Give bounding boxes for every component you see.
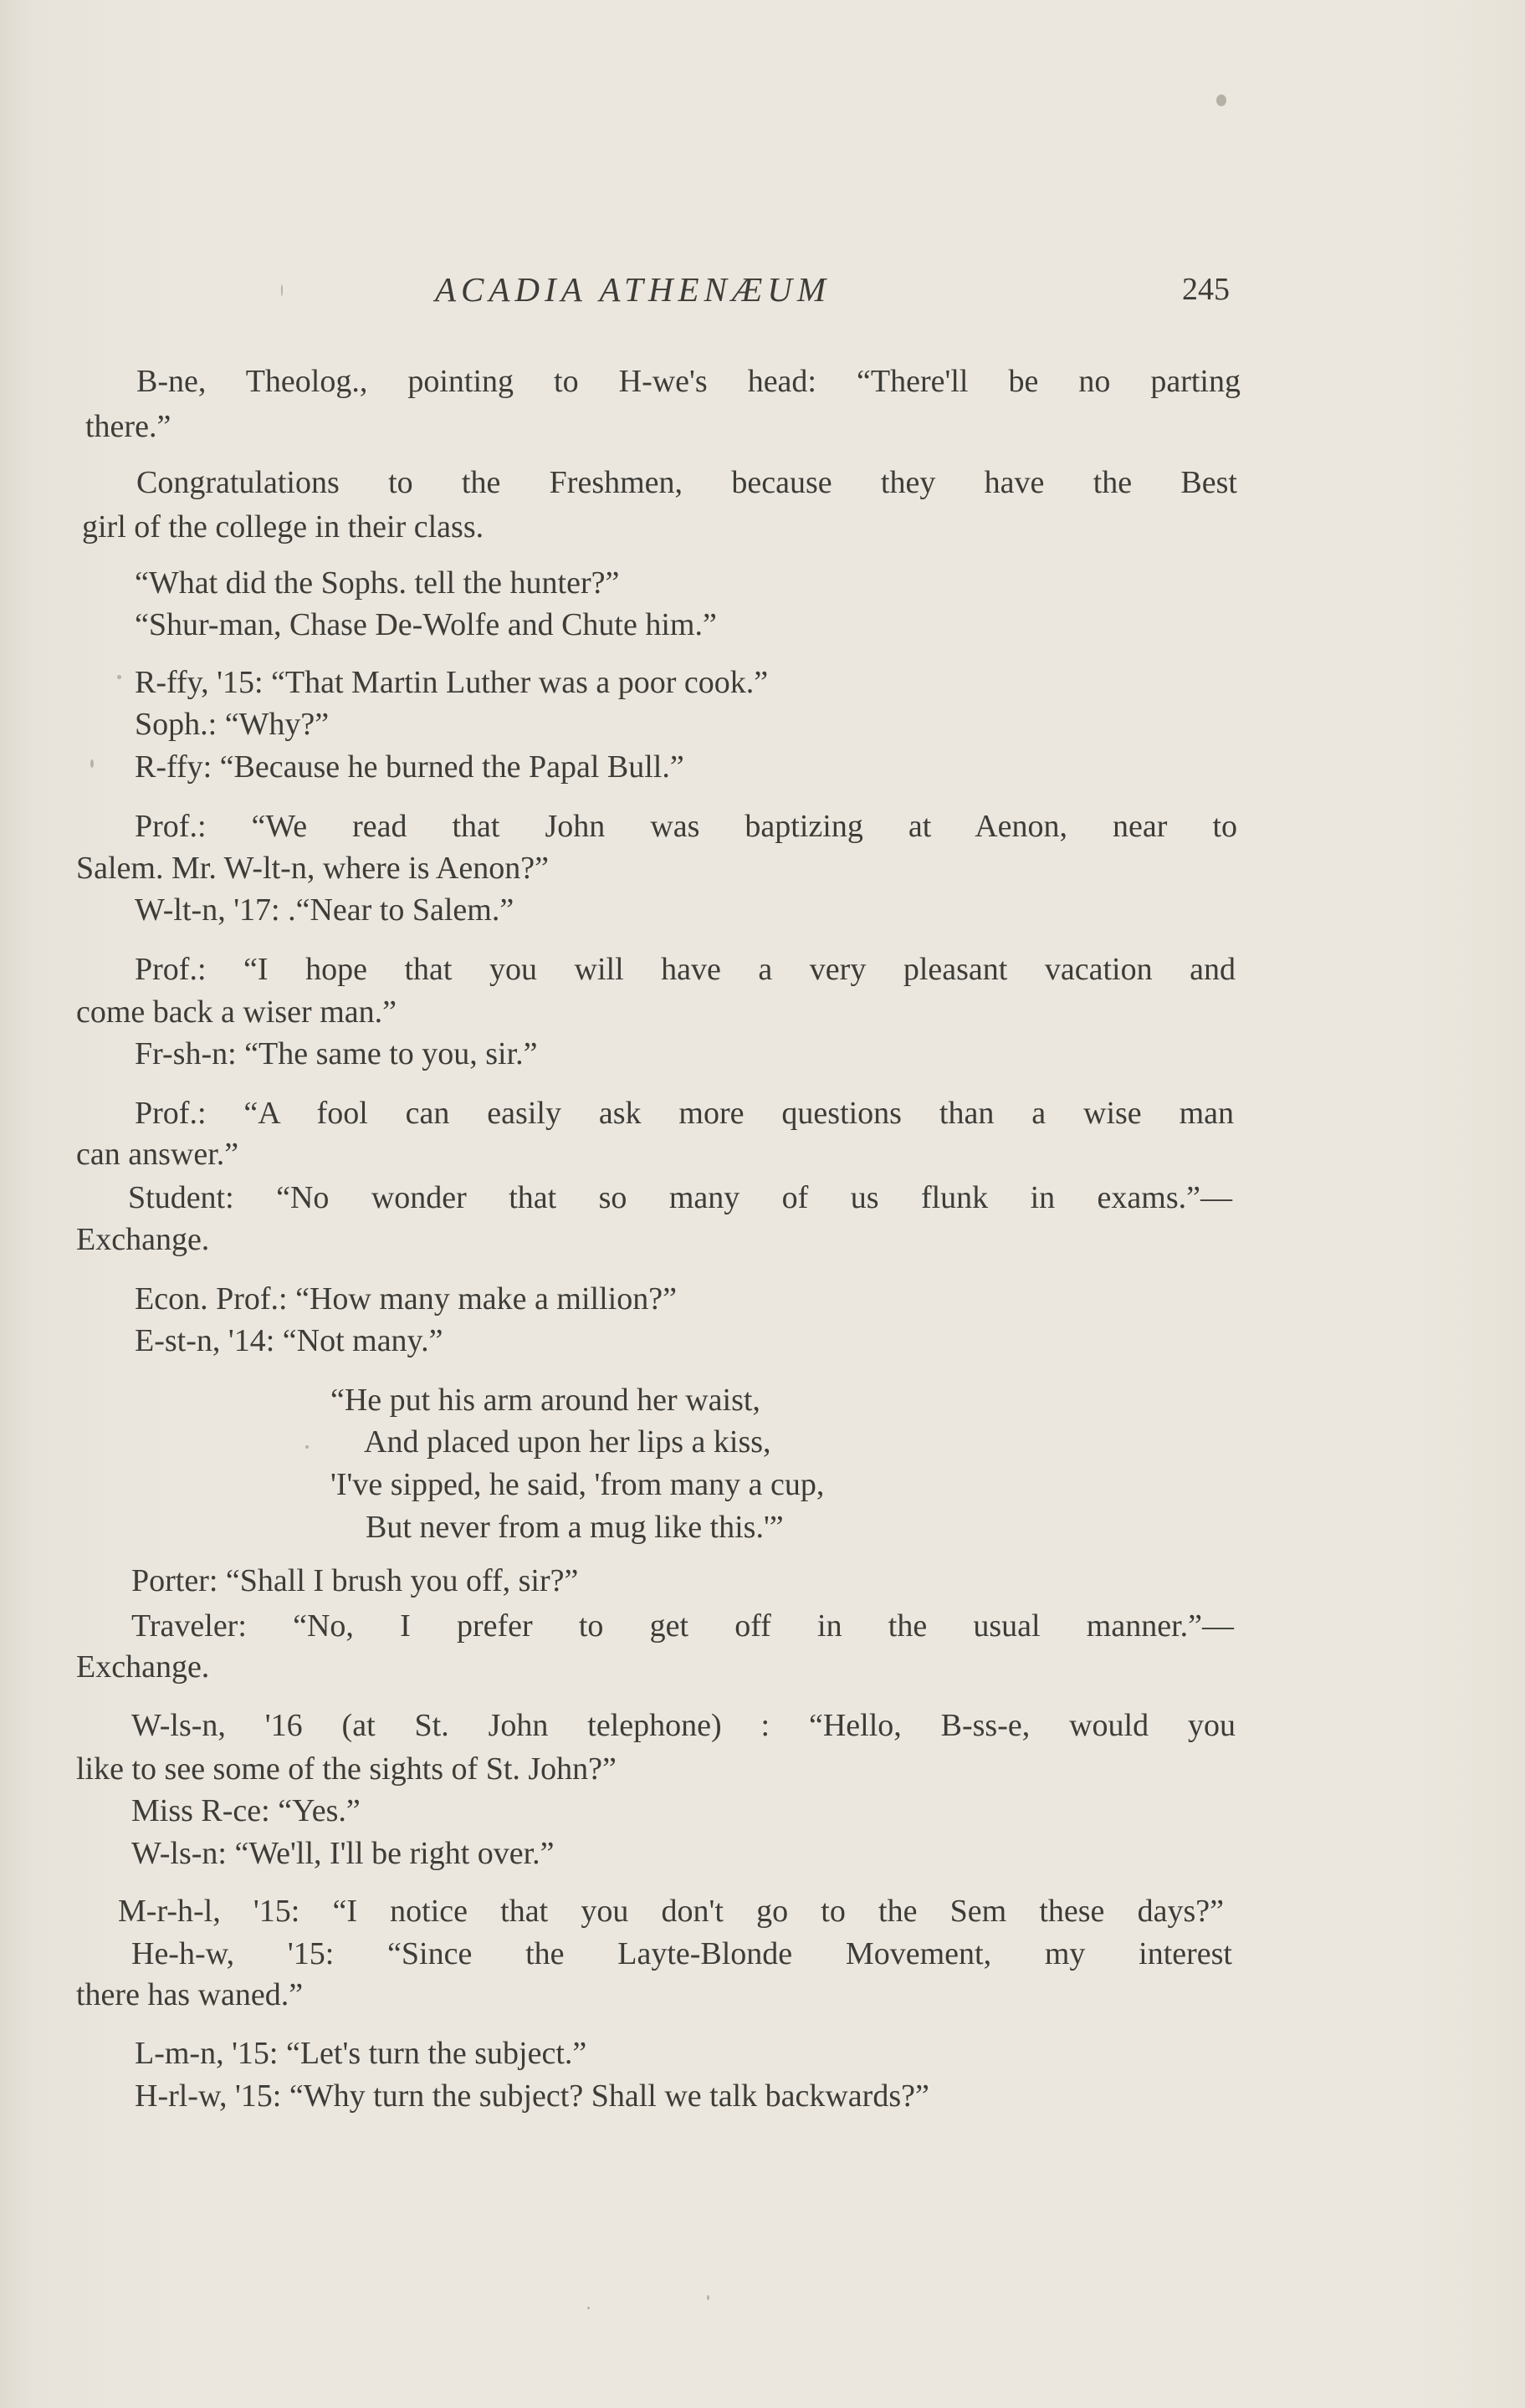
text-line: Exchange. [76, 1222, 210, 1257]
paper-speck [117, 675, 121, 679]
paper-speck [305, 1445, 309, 1449]
text-line: L-m-n, '15: “Let's turn the subject.” [135, 2036, 587, 2071]
text-line: W-ls-n, '16 (at St. John telephone) : “Hello, B-ss-e, would you [131, 1708, 1236, 1743]
text-line: R-ffy: “Because he burned the Papal Bull.” [135, 749, 684, 785]
text-line: Porter: “Shall I brush you off, sir?” [131, 1563, 579, 1598]
text-line: like to see some of the sights of St. John?” [76, 1751, 617, 1787]
text-line: W-ls-n: “We'll, I'll be right over.” [131, 1836, 555, 1871]
paper-speck [90, 759, 94, 768]
text-line: Congratulations to the Freshmen, because they have the Best [136, 465, 1237, 500]
poem-line: But never from a mug like this.'” [366, 1510, 784, 1545]
text-line: there.” [85, 409, 171, 444]
text-line: E-st-n, '14: “Not many.” [135, 1323, 443, 1358]
poem-line: 'I've sipped, he said, 'from many a cup, [330, 1467, 825, 1502]
text-line: Prof.: “A fool can easily ask more questions than a wise man [135, 1096, 1234, 1131]
paper-speck [587, 2307, 590, 2309]
running-title: ACADIA ATHENÆUM [435, 270, 832, 309]
text-line: Prof.: “I hope that you will have a very pleasant vacation and [135, 952, 1236, 987]
text-line: can answer.” [76, 1137, 239, 1172]
text-line: Traveler: “No, I prefer to get off in the usual manner.”— [131, 1608, 1234, 1644]
poem-line: “He put his arm around her waist, [330, 1383, 760, 1418]
text-line: W-lt-n, '17: .“Near to Salem.” [135, 892, 514, 928]
text-line: R-ffy, '15: “That Martin Luther was a poor cook.” [135, 665, 769, 700]
text-line: Exchange. [76, 1649, 210, 1685]
text-line: Student: “No wonder that so many of us flunk in exams.”— [128, 1180, 1232, 1215]
text-line: come back a wiser man.” [76, 994, 397, 1030]
text-line: Salem. Mr. W-lt-n, where is Aenon?” [76, 851, 549, 886]
paper-speck [707, 2295, 709, 2300]
text-line: Soph.: “Why?” [135, 707, 330, 742]
text-line: M-r-h-l, '15: “I notice that you don't go to the Sem these days?” [118, 1894, 1224, 1929]
paper-speck [281, 284, 283, 296]
text-line: B-ne, Theolog., pointing to H-we's head: “There'll be no parting [136, 364, 1241, 399]
text-line: “What did the Sophs. tell the hunter?” [135, 565, 620, 601]
paper-speck [1216, 95, 1226, 106]
text-line: girl of the college in their class. [82, 509, 484, 544]
text-line: Econ. Prof.: “How many make a million?” [135, 1281, 677, 1316]
text-line: Miss R-ce: “Yes.” [131, 1793, 361, 1828]
text-line: H-rl-w, '15: “Why turn the subject? Shall we talk backwards?” [135, 2078, 929, 2114]
text-line: there has waned.” [76, 1977, 304, 2012]
text-line: Fr-sh-n: “The same to you, sir.” [135, 1036, 538, 1071]
page-number: 245 [1182, 272, 1230, 307]
text-line: He-h-w, '15: “Since the Layte-Blonde Movement, my interest [131, 1936, 1232, 1971]
text-line: “Shur-man, Chase De-Wolfe and Chute him.” [135, 607, 717, 642]
text-line: Prof.: “We read that John was baptizing at Aenon, near to [135, 809, 1237, 844]
poem-line: And placed upon her lips a kiss, [364, 1424, 771, 1460]
